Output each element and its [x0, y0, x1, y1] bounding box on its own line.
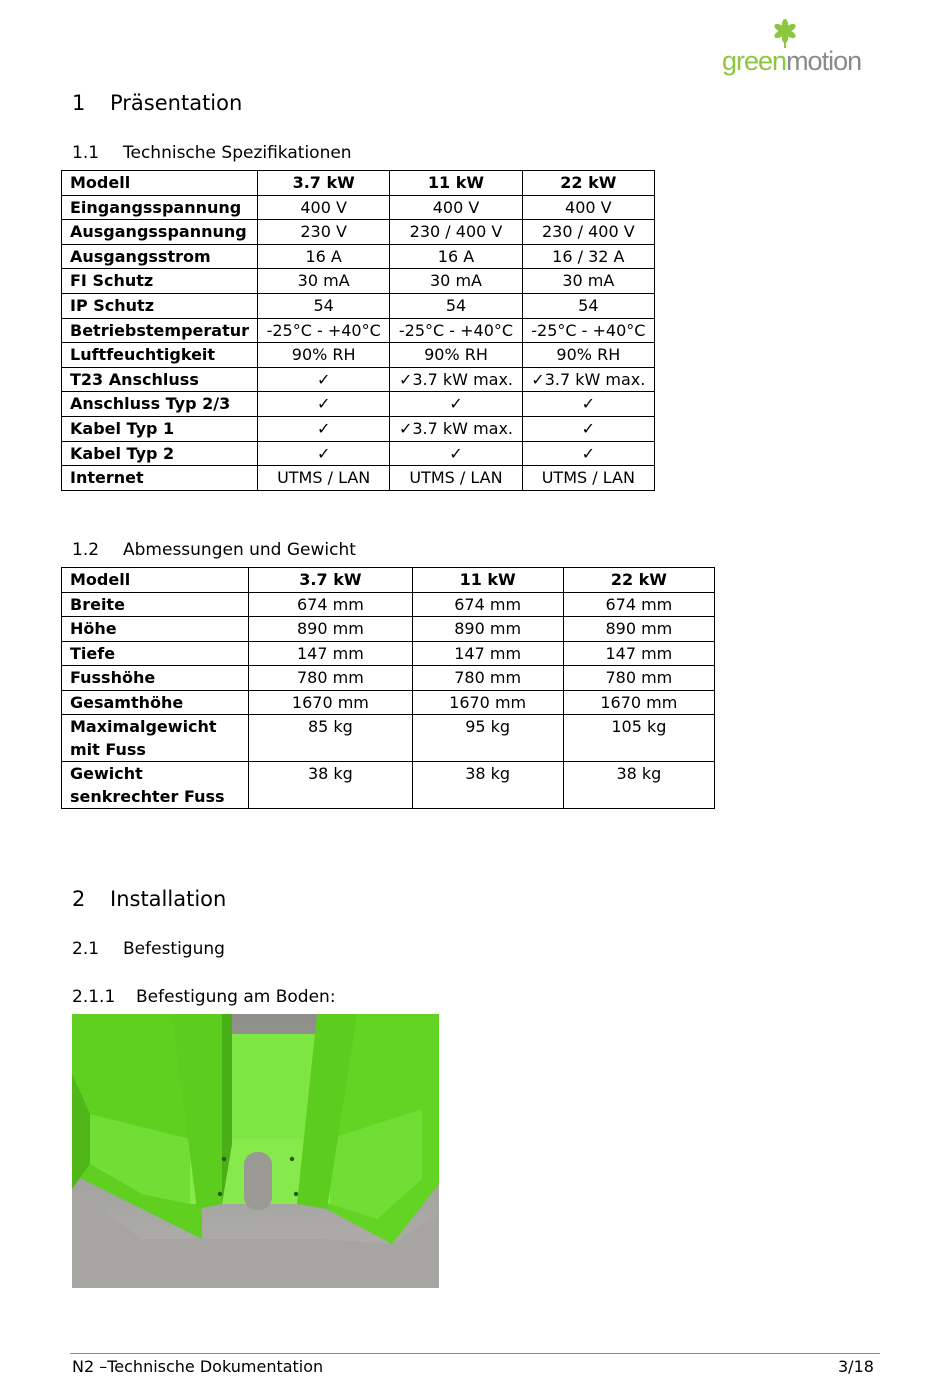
row-label: Eingangsspannung	[62, 195, 258, 220]
table-row	[62, 318, 655, 343]
table-cell: ✓	[258, 416, 390, 441]
subsection-number: 2.1.1	[72, 987, 116, 1007]
table-cell: 400 V	[522, 195, 654, 220]
subsection-title: Befestigung	[123, 939, 225, 959]
table-row	[62, 617, 715, 642]
table-row	[62, 466, 655, 491]
table-row	[62, 592, 715, 617]
table-row	[62, 641, 715, 666]
subsection-number: 2.1	[72, 939, 100, 959]
table-cell: 890 mm	[249, 617, 412, 642]
row-label: T23 Anschluss	[62, 367, 258, 392]
table-cell: ✓	[522, 392, 654, 417]
table-cell: ✓	[258, 441, 390, 466]
table-cell: 230 V	[258, 220, 390, 245]
section-title: Präsentation	[110, 91, 243, 115]
table-cell: -25°C - +40°C	[522, 318, 654, 343]
table-cell: 1670 mm	[249, 690, 412, 715]
row-label: Breite	[62, 592, 249, 617]
table-cell: 674 mm	[412, 592, 563, 617]
row-label: Ausgangsspannung	[62, 220, 258, 245]
table-cell: UTMS / LAN	[258, 466, 390, 491]
floor-mounting-photo	[72, 1014, 439, 1288]
table-cell: 38 kg	[412, 762, 563, 809]
table-cell: 16 A	[390, 244, 522, 269]
table-cell: -25°C - +40°C	[390, 318, 522, 343]
header-cell: 3.7 kW	[258, 171, 390, 196]
table-cell: 890 mm	[563, 617, 714, 642]
subsection-title: Abmessungen und Gewicht	[123, 540, 356, 560]
subsection-1-1-heading	[72, 143, 352, 163]
header-cell: 3.7 kW	[249, 568, 412, 593]
table-cell: ✓	[522, 441, 654, 466]
table-cell: 1670 mm	[412, 690, 563, 715]
row-label: Anschluss Typ 2/3	[62, 392, 258, 417]
table-cell: 1670 mm	[563, 690, 714, 715]
table-cell: 674 mm	[563, 592, 714, 617]
table-cell: 890 mm	[412, 617, 563, 642]
dimensions-weight-table	[61, 567, 715, 809]
table-cell: 30 mA	[258, 269, 390, 294]
table-cell: 230 / 400 V	[390, 220, 522, 245]
table-cell: 90% RH	[258, 343, 390, 368]
table-row	[62, 195, 655, 220]
table-row	[62, 343, 655, 368]
table-cell: ✓	[258, 367, 390, 392]
table-cell: 90% RH	[390, 343, 522, 368]
footer-page-number: 3/18	[838, 1357, 874, 1376]
table-header-row	[62, 171, 655, 196]
subsection-number: 1.1	[72, 143, 100, 163]
table-cell: 780 mm	[412, 666, 563, 691]
subsection-title: Technische Spezifikationen	[123, 143, 352, 163]
header-label: Modell	[62, 568, 249, 593]
table-row	[62, 293, 655, 318]
logo-text-green: green	[722, 46, 787, 76]
table-cell: 54	[258, 293, 390, 318]
table-header-row	[62, 568, 715, 593]
table-row	[62, 762, 715, 809]
table-cell: UTMS / LAN	[522, 466, 654, 491]
row-label: Gesamthöhe	[62, 690, 249, 715]
row-label: Kabel Typ 2	[62, 441, 258, 466]
footer-divider	[70, 1353, 880, 1354]
subsection-1-2-heading	[72, 540, 356, 560]
table-row	[62, 392, 655, 417]
flower-icon	[768, 18, 802, 48]
table-cell: ✓3.7 kW max.	[390, 367, 522, 392]
section-1-heading	[72, 91, 242, 115]
row-label: Höhe	[62, 617, 249, 642]
subsection-title: Befestigung am Boden:	[136, 987, 336, 1007]
table-cell: 147 mm	[412, 641, 563, 666]
table-cell: 16 A	[258, 244, 390, 269]
subsection-number: 1.2	[72, 540, 100, 560]
table-cell: 780 mm	[563, 666, 714, 691]
table-cell: 674 mm	[249, 592, 412, 617]
row-label: Gewicht senkrechter Fuss	[62, 762, 249, 809]
footer-document-title: N2 –Technische Dokumentation	[72, 1357, 324, 1376]
row-label: Tiefe	[62, 641, 249, 666]
section-number: 2	[72, 887, 86, 911]
row-label: Kabel Typ 1	[62, 416, 258, 441]
row-label: Maximalgewicht mit Fuss	[62, 715, 249, 762]
table-cell: 38 kg	[249, 762, 412, 809]
row-label: Internet	[62, 466, 258, 491]
row-label: IP Schutz	[62, 293, 258, 318]
table-cell: -25°C - +40°C	[258, 318, 390, 343]
logo-text-motion: motion	[786, 46, 862, 76]
table-cell: 95 kg	[412, 715, 563, 762]
table-cell: UTMS / LAN	[390, 466, 522, 491]
table-cell: 16 / 32 A	[522, 244, 654, 269]
header-cell: 22 kW	[522, 171, 654, 196]
table-row	[62, 690, 715, 715]
header-cell: 22 kW	[563, 568, 714, 593]
table-cell: ✓	[390, 392, 522, 417]
table-row	[62, 269, 655, 294]
table-cell: 54	[390, 293, 522, 318]
table-row	[62, 416, 655, 441]
table-cell: 400 V	[390, 195, 522, 220]
table-cell: 400 V	[258, 195, 390, 220]
table-cell: ✓	[390, 441, 522, 466]
row-label: FI Schutz	[62, 269, 258, 294]
header-cell: 11 kW	[412, 568, 563, 593]
table-row	[62, 244, 655, 269]
section-title: Installation	[110, 887, 227, 911]
table-cell: 147 mm	[563, 641, 714, 666]
subsection-2-1-heading	[72, 939, 225, 959]
table-cell: ✓	[258, 392, 390, 417]
section-number: 1	[72, 91, 86, 115]
table-row	[62, 220, 655, 245]
table-cell: ✓3.7 kW max.	[522, 367, 654, 392]
row-label: Ausgangsstrom	[62, 244, 258, 269]
table-cell: 30 mA	[522, 269, 654, 294]
table-row	[62, 441, 655, 466]
table-row	[62, 666, 715, 691]
table-cell: 30 mA	[390, 269, 522, 294]
table-cell: 90% RH	[522, 343, 654, 368]
row-label: Fusshöhe	[62, 666, 249, 691]
table-cell: 780 mm	[249, 666, 412, 691]
row-label: Betriebstemperatur	[62, 318, 258, 343]
header-label: Modell	[62, 171, 258, 196]
table-row	[62, 715, 715, 762]
greenmotion-logo	[718, 18, 873, 80]
header-cell: 11 kW	[390, 171, 522, 196]
table-cell: 147 mm	[249, 641, 412, 666]
table-row	[62, 367, 655, 392]
table-cell: ✓	[522, 416, 654, 441]
technical-specs-table	[61, 170, 655, 491]
section-2-heading	[72, 887, 226, 911]
row-label: Luftfeuchtigkeit	[62, 343, 258, 368]
table-cell: 38 kg	[563, 762, 714, 809]
table-cell: ✓3.7 kW max.	[390, 416, 522, 441]
table-cell: 85 kg	[249, 715, 412, 762]
subsection-2-1-1-heading	[72, 987, 336, 1007]
table-cell: 105 kg	[563, 715, 714, 762]
table-cell: 54	[522, 293, 654, 318]
table-cell: 230 / 400 V	[522, 220, 654, 245]
